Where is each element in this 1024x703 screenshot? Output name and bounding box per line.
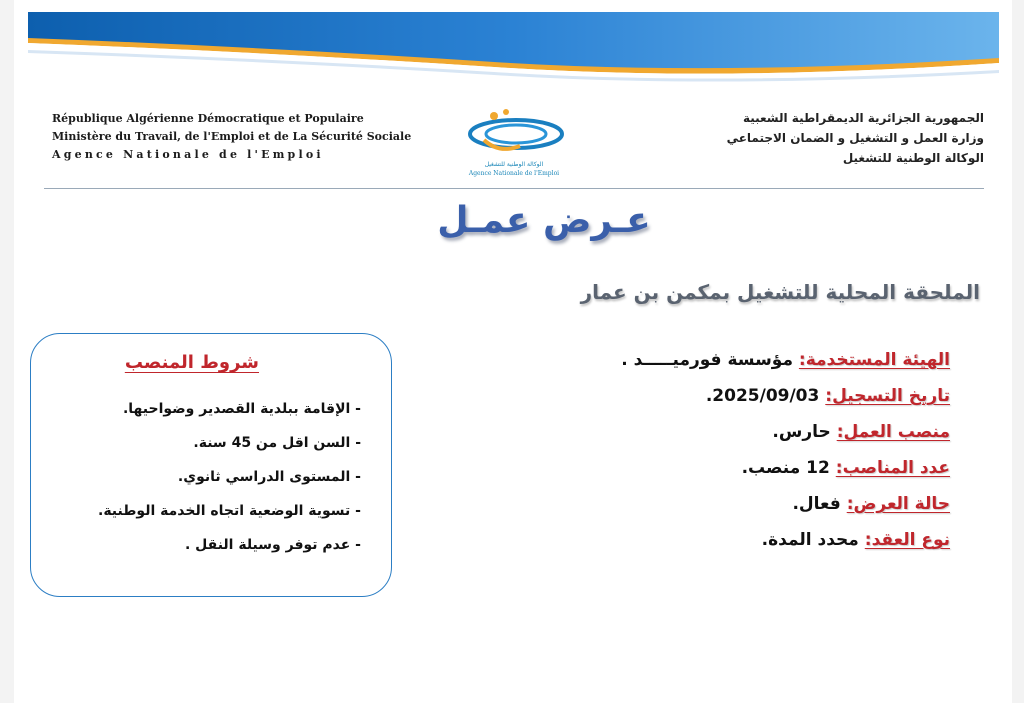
condition-item: - المستوى الدراسي ثانوي. [177,469,361,485]
detail-positions-count [530,450,950,486]
condition-item: - السن اقل من 45 سنة. [193,435,361,451]
header-fr-ministry: Ministère du Travail, de l'Emploi et de La Sécurité Sociale [52,130,412,143]
detail-offer-status [530,486,950,522]
header-arabic [604,108,984,168]
page-title: عـرض عمـل [437,200,651,241]
detail-value: 2025/09/03. [705,386,820,406]
logo-french-caption: Agence Nationale de l'Emploi [468,170,560,177]
detail-label: الهيئة المستخدمة: [798,350,950,370]
conditions-title: شروط المنصب [124,352,259,373]
detail-registration-date [530,378,950,414]
header-ar-republic: الجمهورية الجزائرية الديمقراطية الشعبية [742,111,984,125]
anem-logo [454,106,574,182]
conditions-box [30,333,392,597]
header-wave-banner [14,0,1012,90]
condition-item: - عدم توفر وسيلة النقل . [184,537,361,553]
condition-item: - تسوية الوضعية اتجاه الخدمة الوطنية. [98,503,361,519]
agency-name: الملحقة المحلية للتشغيل بمكمن بن عمار [580,280,980,304]
detail-value: حارس. [772,422,831,442]
anem-logo-icon [454,106,574,162]
detail-employer [530,342,950,378]
offer-details [530,342,950,558]
detail-value: مؤسسة فورميـــــد . [621,350,793,370]
detail-value: محدد المدة. [761,530,859,550]
detail-contract-type [530,522,950,558]
condition-item: - الإقامة ببلدية القصدير وضواحيها. [122,401,361,417]
logo-arabic-caption: الوكالة الوطنية للتشغيل [484,161,544,168]
detail-label: تاريخ التسجيل: [825,386,950,406]
detail-value: 12 منصب. [741,458,830,478]
header-french [52,110,432,164]
detail-label: نوع العقد: [864,530,950,550]
header-divider [44,188,984,189]
detail-position [530,414,950,450]
header-ar-agency: الوكالة الوطنية للتشغيل [842,151,984,165]
page [14,0,1012,703]
header-fr-agency: Agence Nationale de l'Emploi [52,148,324,161]
detail-value: فعال. [792,494,841,514]
conditions-list [41,392,361,562]
detail-label: منصب العمل: [836,422,950,442]
header-ar-ministry: وزارة العمل و التشغيل و الضمان الاجتماعي [726,131,984,145]
header-fr-republic: République Algérienne Démocratique et Populaire [52,112,364,125]
detail-label: حالة العرض: [846,494,950,514]
detail-label: عدد المناصب: [835,458,950,478]
